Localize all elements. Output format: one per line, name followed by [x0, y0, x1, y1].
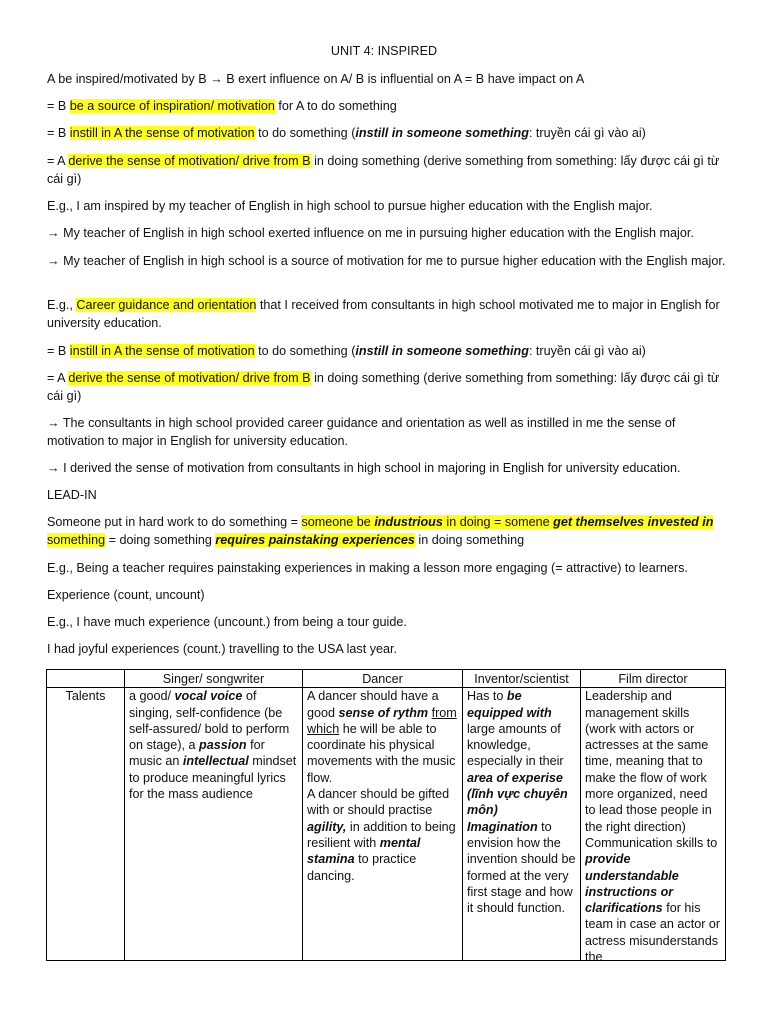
paraphrase-instill: = B instill in A the sense of motivation to do something (instill in someone something: truyền cái gì vào ai)	[47, 126, 646, 140]
example-sentence: I had joyful experiences (count.) travelling to the USA last year.	[47, 642, 398, 656]
highlight: be a source of inspiration/ motivation	[69, 99, 275, 113]
header-inventor: Inventor/scientist	[463, 670, 581, 688]
example-sentence: E.g., Career guidance and orientation that I received from consultants in high school motivated me to major in English for university education.	[47, 298, 720, 330]
example-rewrite: → I derived the sense of motivation from consultants in high school in majoring in English for university education.	[47, 461, 681, 475]
vocab-note: Experience (count, uncount)	[47, 588, 205, 602]
example-sentence: E.g., I have much experience (uncount.) from being a tour guide.	[47, 615, 407, 629]
example-sentence: E.g., Being a teacher requires painstaking experiences in making a lesson more engaging (= attractive) to learners.	[47, 561, 688, 575]
table-header-row	[47, 670, 726, 688]
highlight: Career guidance and orientation	[76, 298, 257, 312]
example-rewrite: → The consultants in high school provided career guidance and orientation as well as instilled in me the sense of motivation to major in English for university education.	[47, 416, 676, 448]
table-row	[47, 688, 726, 961]
cell-singer: a good/ vocal voice of singing, self-confidence (be self-assured/ bold to perform on stage), a passion for music an intellectual mindset to produce meaningful lyrics for the mass audience	[125, 688, 303, 961]
paraphrase-instill: = B instill in A the sense of motivation to do something (instill in someone something: truyền cái gì vào ai)	[47, 344, 646, 358]
header-empty	[47, 670, 125, 688]
page-title: UNIT 4: INSPIRED	[330, 44, 438, 58]
example-rewrite: → My teacher of English in high school is a source of motivation for me to pursue higher education with the English major.	[47, 254, 726, 268]
example-rewrite: → My teacher of English in high school exerted influence on me in pursuing higher education with the English major.	[47, 226, 694, 240]
header-singer: Singer/ songwriter	[125, 670, 303, 688]
highlight: instill in A the sense of motivation	[69, 126, 255, 140]
highlight: derive the sense of motivation/ drive from B	[68, 154, 311, 168]
cell-inventor: Has to be equipped with large amounts of knowledge, especially in their area of experise (lĩnh vực chuyên môn) Imagination to envision how the invention should be formed at the very first stage and how it should function.	[463, 688, 581, 961]
example-sentence: E.g., I am inspired by my teacher of English in high school to pursue higher education with the English major.	[47, 199, 653, 213]
section-heading: LEAD-IN	[47, 488, 97, 502]
row-label-talents: Talents	[47, 688, 125, 961]
header-director: Film director	[581, 670, 726, 688]
cell-dancer: A dancer should have a good sense of rythm from which he will be able to coordinate his physical movements with the music flow. A dancer should be gifted with or should practise agility, in addition to being resilient with mental stamina to practice dancing.	[303, 688, 463, 961]
highlight: instill in A the sense of motivation	[69, 344, 255, 358]
lead-in-definition: Someone put in hard work to do something = someone be industrious in doing = somene get themselves invested in something = doing something requires painstaking experiences in doing something	[47, 515, 714, 547]
definition-line: A be inspired/motivated by B → B exert influence on A/ B is influential on A = B have impact on A	[47, 72, 585, 86]
highlight: derive the sense of motivation/ drive from B	[68, 371, 311, 385]
paraphrase-derive: = A derive the sense of motivation/ drive from B in doing something (derive something from something: lấy được cái gì từ cái gì)	[47, 154, 720, 186]
paraphrase-derive: = A derive the sense of motivation/ drive from B in doing something (derive something from something: lấy được cái gì từ cái gì)	[47, 371, 720, 403]
header-dancer: Dancer	[303, 670, 463, 688]
paraphrase-source: = B be a source of inspiration/ motivation for A to do something	[47, 99, 397, 113]
cell-director: Leadership and management skills (work with actors or actresses at the same time, meaning that to make the flow of work more organized, need to lead those people in the right direction) Communication skills to provide understandable instructions or clarifications for his team in case an actor or actress misunderstands the	[581, 688, 726, 961]
talents-table	[46, 669, 726, 961]
